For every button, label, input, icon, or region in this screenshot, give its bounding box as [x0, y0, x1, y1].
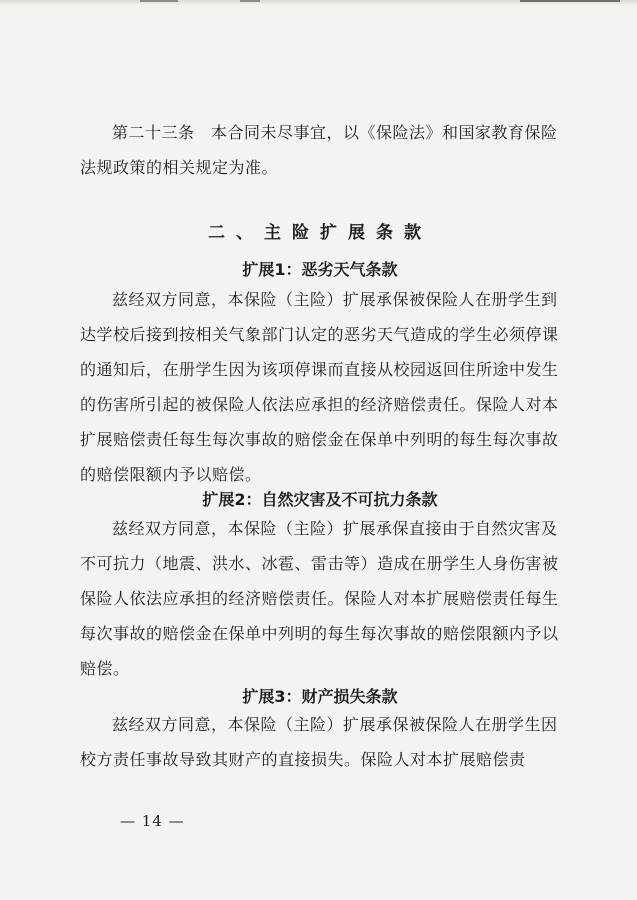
- extension-1-body: 兹经双方同意，本保险（主险）扩展承保被保险人在册学生到达学校后接到按相关气象部门认定的恶劣天气造成的学生必须停课的通知后，在册学生因为该项停课而直接从校园返回住所途中发生的伤害所引起的被保险人依法应承担的经济赔偿责任。保险人对本扩展赔偿责任每生每次事故的赔偿金在保单中列明的每生每次事故的赔偿限额内予以赔偿。: [80, 290, 559, 484]
- extension-3-body: 兹经双方同意，本保险（主险）扩展承保被保险人在册学生因校方责任事故导致其财产的直接损失。保险人对本扩展赔偿责: [80, 715, 558, 769]
- extension-3-title: 扩展3：财产损失条款: [242, 687, 398, 706]
- extension-2-title: 扩展2：自然灾害及不可抗力条款: [202, 490, 438, 509]
- article-23-paragraph: 第二十三条 本合同未尽事宜，以《保险法》和国家教育保险法规政策的相关规定为准。: [80, 123, 558, 177]
- scan-artifact-mark: [520, 0, 620, 2]
- extension-1-title: 扩展1：恶劣天气条款: [242, 260, 398, 279]
- scan-artifact-mark: [140, 0, 178, 2]
- extension-2-body: 兹经双方同意，本保险（主险）扩展承保直接由于自然灾害及不可抗力（地震、洪水、冰雹、雷击等）造成在册学生人身伤害被保险人依法应承担的经济赔偿责任。保险人对本扩展赔偿责任每生每次事故的赔偿金在保单中列明的每生每次事故的赔偿限额内予以赔偿。: [80, 519, 559, 678]
- page-number: — 14 —: [120, 812, 185, 830]
- section-title: 二、主险扩展条款: [208, 223, 432, 243]
- scan-artifact-mark: [240, 0, 260, 2]
